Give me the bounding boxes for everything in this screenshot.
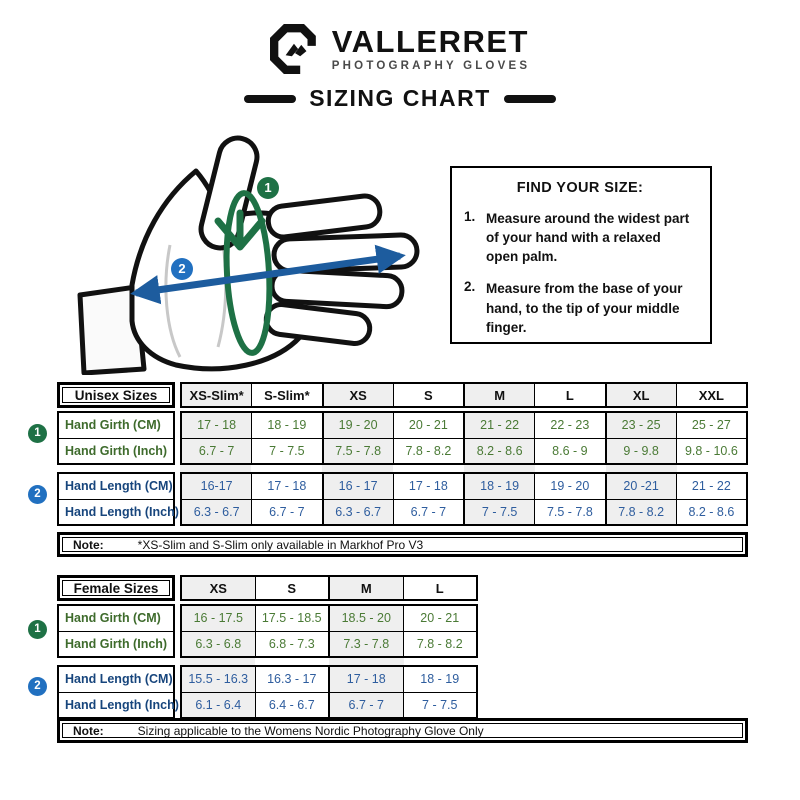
unisex-column-stripe-gap	[180, 465, 748, 472]
table-cell: 6.7 - 7	[252, 499, 323, 525]
table-cell: 6.3 - 6.8	[181, 631, 255, 657]
table-cell: 22 - 23	[535, 412, 606, 438]
table-cell: 18 - 19	[403, 666, 477, 692]
unisex-table-title: Unisex Sizes	[74, 387, 158, 403]
unisex-length-cm-row	[181, 473, 747, 499]
col-header-l: L	[535, 383, 606, 407]
col-header-xs-slim: XS-Slim*	[181, 383, 252, 407]
table-cell: 20 - 21	[403, 605, 477, 631]
female-length-marker-badge: 2	[28, 677, 47, 696]
table-cell: 7.8 - 8.2	[403, 631, 477, 657]
table-cell: 6.7 - 7	[181, 438, 252, 464]
female-girth-marker-badge: 1	[28, 620, 47, 639]
table-cell: 7.3 - 7.8	[329, 631, 403, 657]
table-cell: 6.7 - 7	[393, 499, 464, 525]
brand-text	[332, 26, 530, 72]
col-header-s: S	[255, 576, 329, 600]
table-cell: 19 - 20	[535, 473, 606, 499]
table-cell: 8.2 - 8.6	[464, 438, 535, 464]
table-cell: 7.8 - 8.2	[393, 438, 464, 464]
unisex-girth-labels	[57, 411, 175, 465]
table-cell: 21 - 22	[676, 473, 747, 499]
find-your-size-title: FIND YOUR SIZE:	[516, 180, 644, 196]
row-label-length-cm: Hand Length (CM)	[65, 672, 173, 686]
female-girth-inch-row	[181, 631, 477, 657]
unisex-note-text: *XS-Slim and S-Slim only available in Markhof Pro V3	[137, 537, 424, 552]
female-note-text: Sizing applicable to the Womens Nordic Photography Glove Only	[137, 723, 484, 738]
unisex-sizing-table	[57, 382, 748, 557]
row-label-length-cm: Hand Length (CM)	[65, 479, 173, 493]
col-header-xs: XS	[181, 576, 255, 600]
table-cell: 21 - 22	[464, 412, 535, 438]
col-header-s: S	[393, 383, 464, 407]
unisex-length-data	[180, 472, 748, 526]
female-girth-data	[180, 604, 478, 658]
unisex-table-title-box	[57, 382, 175, 408]
table-cell: 18 - 19	[252, 412, 323, 438]
page-header	[0, 24, 800, 112]
col-header-m: M	[464, 383, 535, 407]
hand-girth-marker-badge: 1	[257, 177, 279, 199]
table-cell: 7 - 7.5	[403, 692, 477, 718]
unisex-girth-data	[180, 411, 748, 465]
col-header-m: M	[329, 576, 403, 600]
table-cell: 6.3 - 6.7	[181, 499, 252, 525]
female-table-title-box	[57, 575, 175, 601]
unisex-girth-inch-row	[181, 438, 747, 464]
page-title: SIZING CHART	[309, 85, 491, 111]
col-header-s-slim: S-Slim*	[252, 383, 323, 407]
brand-logo	[0, 24, 800, 74]
hand-measurement-illustration	[70, 125, 420, 375]
table-cell: 7 - 7.5	[464, 499, 535, 525]
table-cell: 15.5 - 16.3	[181, 666, 255, 692]
table-cell: 6.8 - 7.3	[255, 631, 329, 657]
table-cell: 8.6 - 9	[535, 438, 606, 464]
instruction-step-1	[464, 209, 696, 266]
female-length-inch-row	[181, 692, 477, 718]
index-finger	[267, 194, 382, 238]
table-cell: 25 - 27	[676, 412, 747, 438]
table-cell: 17 - 18	[393, 473, 464, 499]
unisex-girth-cm-row	[181, 412, 747, 438]
female-length-labels	[57, 665, 179, 719]
table-cell: 16 - 17.5	[181, 605, 255, 631]
table-cell: 18 - 19	[464, 473, 535, 499]
table-cell: 7.5 - 7.8	[535, 499, 606, 525]
table-cell: 6.4 - 6.7	[255, 692, 329, 718]
row-label-length-inch: Hand Length (Inch)	[59, 499, 173, 525]
table-cell: 7 - 7.5	[252, 438, 323, 464]
step-1-number: 1.	[464, 209, 476, 224]
unisex-length-marker-badge: 2	[28, 485, 47, 504]
female-size-header	[180, 575, 478, 601]
table-cell: 16 - 17	[323, 473, 394, 499]
female-length-data	[180, 665, 478, 719]
col-header-xxl: XXL	[676, 383, 747, 407]
table-cell: 20 - 21	[393, 412, 464, 438]
sizing-chart-title-row	[0, 85, 800, 112]
title-dash-left	[244, 95, 296, 103]
table-cell: 17 - 18	[252, 473, 323, 499]
female-note-box	[57, 718, 748, 743]
female-girth-cm-row	[181, 605, 477, 631]
hand-length-marker-badge: 2	[171, 258, 193, 280]
table-cell: 17 - 18	[181, 412, 252, 438]
col-header-l: L	[403, 576, 477, 600]
step-2-text: Measure from the base of your hand, to the tip of your middle finger.	[486, 281, 683, 335]
female-header-row	[181, 576, 477, 600]
table-cell: 6.7 - 7	[329, 692, 403, 718]
female-table-title: Female Sizes	[73, 580, 159, 596]
row-label-girth-inch: Hand Girth (Inch)	[59, 438, 173, 464]
female-length-cm-row	[181, 666, 477, 692]
table-cell: 16.3 - 17	[255, 666, 329, 692]
unisex-note-box	[57, 532, 748, 557]
table-cell: 7.8 - 8.2	[606, 499, 677, 525]
table-cell: 17 - 18	[329, 666, 403, 692]
vallerret-logo-icon	[270, 24, 320, 74]
step-2-number: 2.	[464, 279, 476, 295]
row-label-girth-cm: Hand Girth (CM)	[65, 611, 161, 625]
female-sizing-table	[57, 575, 748, 743]
step-1-text: Measure around the widest part of your hand with a relaxed open palm.	[486, 211, 690, 265]
brand-tagline: PHOTOGRAPHY GLOVES	[331, 60, 531, 72]
table-cell: 6.3 - 6.7	[323, 499, 394, 525]
female-column-stripe-gap	[180, 658, 478, 665]
col-header-xl: XL	[606, 383, 677, 407]
brand-name: VALLERRET	[331, 24, 529, 59]
table-cell: 9.8 - 10.6	[676, 438, 747, 464]
unisex-length-inch-row	[181, 499, 747, 525]
unisex-girth-marker-badge: 1	[28, 424, 47, 443]
table-cell: 20 -21	[606, 473, 677, 499]
unisex-size-header	[180, 382, 748, 408]
row-label-girth-inch: Hand Girth (Inch)	[59, 631, 173, 657]
table-cell: 23 - 25	[606, 412, 677, 438]
table-cell: 6.1 - 6.4	[181, 692, 255, 718]
col-header-xs: XS	[323, 383, 394, 407]
table-cell: 17.5 - 18.5	[255, 605, 329, 631]
row-label-length-inch: Hand Length (Inch)	[59, 692, 173, 718]
row-label-girth-cm: Hand Girth (CM)	[65, 418, 161, 432]
table-cell: 19 - 20	[323, 412, 394, 438]
unisex-header-row	[181, 383, 747, 407]
female-note-label: Note:	[73, 723, 104, 738]
table-cell: 9 - 9.8	[606, 438, 677, 464]
unisex-length-labels	[57, 472, 179, 526]
unisex-note-label: Note:	[73, 537, 104, 552]
ring-finger	[271, 270, 402, 308]
title-dash-right	[504, 95, 556, 103]
female-girth-labels	[57, 604, 175, 658]
table-cell: 7.5 - 7.8	[323, 438, 394, 464]
table-cell: 8.2 - 8.6	[676, 499, 747, 525]
table-cell: 18.5 - 20	[329, 605, 403, 631]
table-cell: 16-17	[181, 473, 252, 499]
instruction-step-2	[464, 279, 696, 336]
find-your-size-box	[450, 166, 712, 344]
